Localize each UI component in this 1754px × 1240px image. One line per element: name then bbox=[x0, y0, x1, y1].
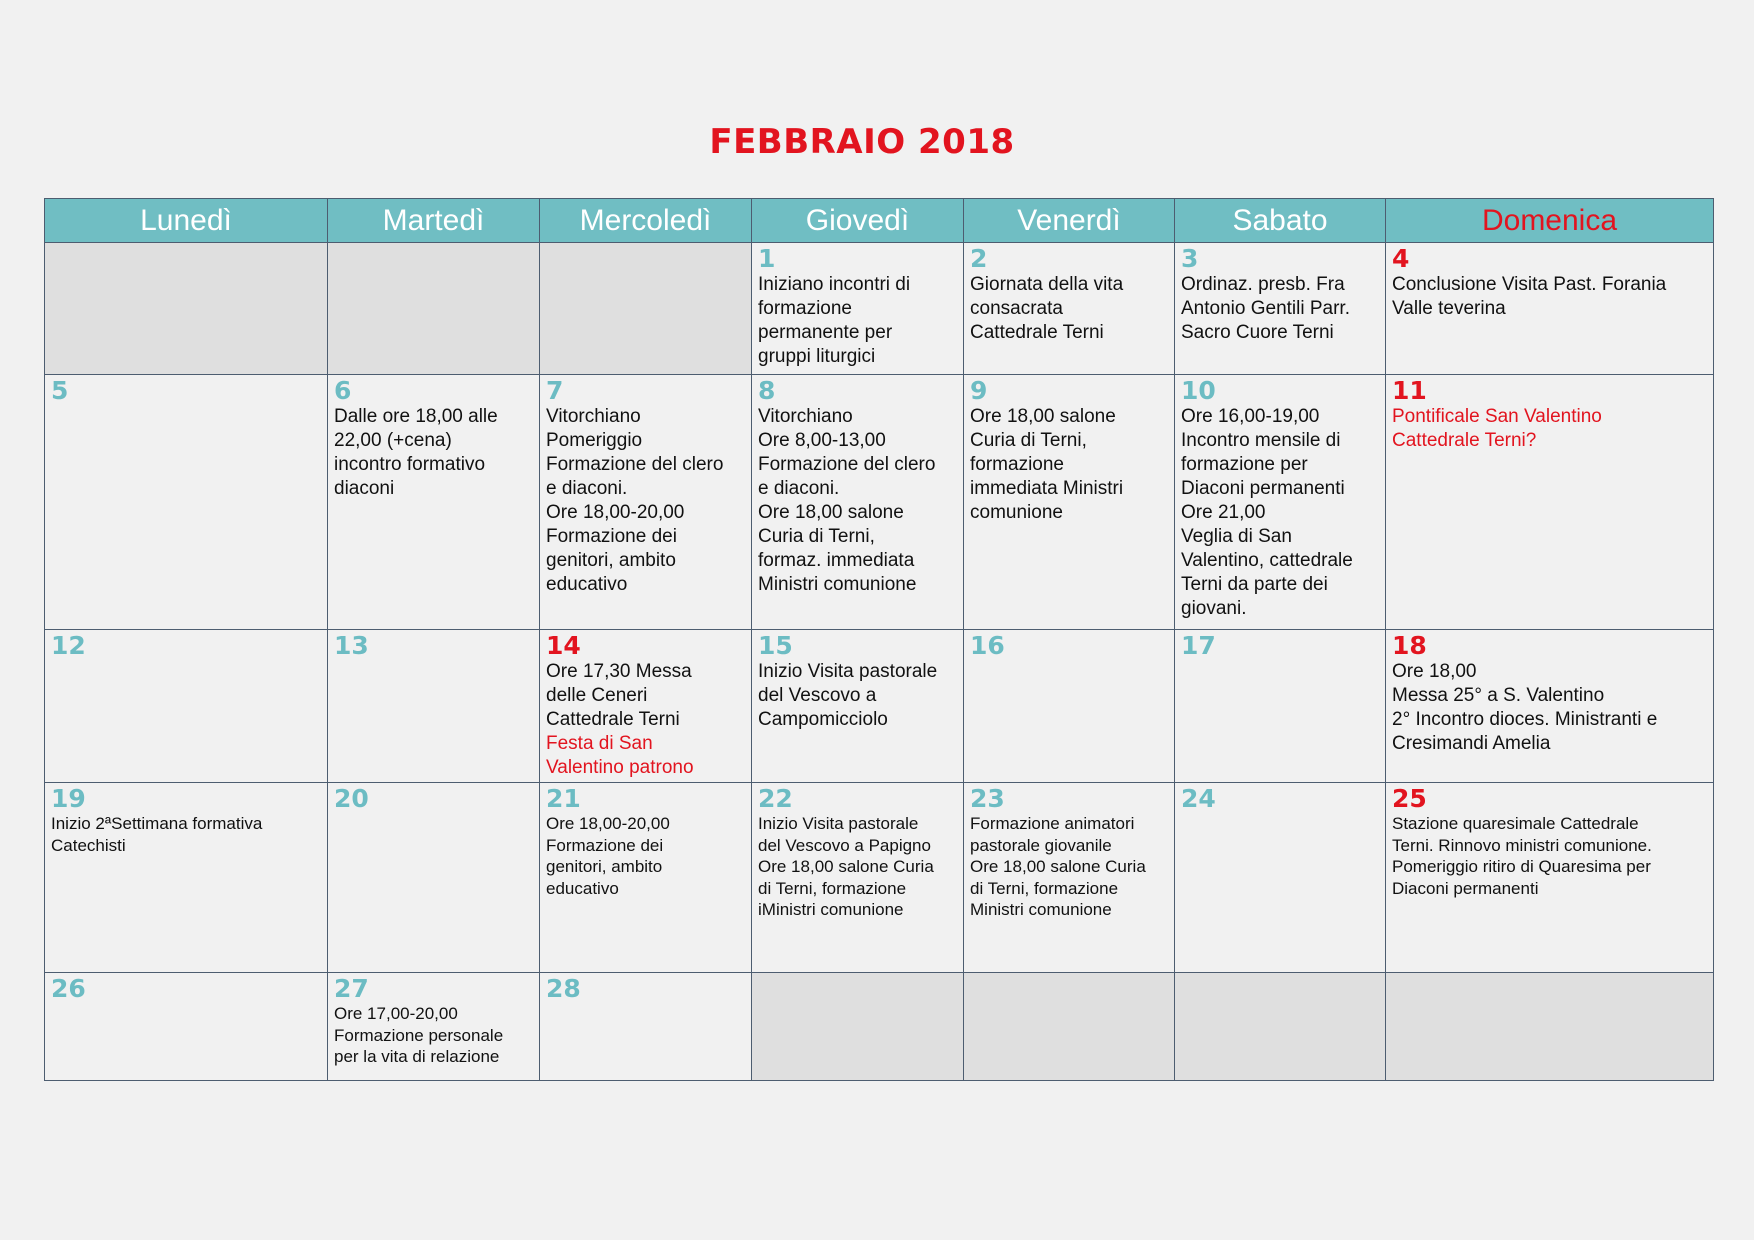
day-number: 21 bbox=[546, 784, 581, 813]
day-number: 9 bbox=[970, 376, 988, 405]
day-number: 28 bbox=[546, 974, 581, 1003]
day-number: 2 bbox=[970, 244, 988, 273]
day-cell-20 bbox=[328, 783, 540, 973]
weekday-thursday: Giovedì bbox=[752, 199, 964, 243]
day-cell-19 bbox=[45, 783, 328, 973]
day-cell-8 bbox=[752, 375, 964, 630]
day-number: 23 bbox=[970, 784, 1005, 813]
day-number: 24 bbox=[1181, 784, 1216, 813]
empty-cell bbox=[964, 973, 1175, 1081]
day-cell-7 bbox=[540, 375, 752, 630]
day-cell-2 bbox=[964, 243, 1175, 375]
empty-cell bbox=[540, 243, 752, 375]
day-number: 5 bbox=[51, 376, 69, 405]
day-cell-9 bbox=[964, 375, 1175, 630]
weekday-saturday: Sabato bbox=[1175, 199, 1386, 243]
day-cell-13 bbox=[328, 630, 540, 783]
day-cell-12 bbox=[45, 630, 328, 783]
day-number: 6 bbox=[334, 376, 352, 405]
day-events: Iniziano incontri di formazione permanente per gruppi liturgici bbox=[758, 274, 911, 367]
day-cell-1 bbox=[752, 243, 964, 375]
week-row bbox=[45, 375, 1714, 630]
weekday-header-row bbox=[45, 199, 1714, 243]
empty-cell bbox=[328, 243, 540, 375]
day-number: 16 bbox=[970, 631, 1005, 660]
weekday-tuesday: Martedì bbox=[328, 199, 540, 243]
day-cell-26 bbox=[45, 973, 328, 1081]
day-number: 22 bbox=[758, 784, 793, 813]
day-events: Ore 17,30 Messa delle Ceneri Cattedrale Terni bbox=[546, 661, 692, 730]
day-number: 12 bbox=[51, 631, 86, 660]
day-number: 18 bbox=[1392, 631, 1427, 660]
day-events: Inizio Visita pastorale del Vescovo a Campomicciolo bbox=[758, 661, 938, 730]
day-cell-24 bbox=[1175, 783, 1386, 973]
day-cell-27 bbox=[328, 973, 540, 1081]
day-number: 3 bbox=[1181, 244, 1199, 273]
day-cell-6 bbox=[328, 375, 540, 630]
day-number: 19 bbox=[51, 784, 86, 813]
day-number: 10 bbox=[1181, 376, 1216, 405]
day-number: 25 bbox=[1392, 784, 1427, 813]
day-events: Ordinaz. presb. Fra Antonio Gentili Parr. Sacro Cuore Terni bbox=[1181, 274, 1350, 343]
page-title: FEBBRAIO 2018 bbox=[709, 122, 1015, 162]
day-number: 8 bbox=[758, 376, 776, 405]
empty-cell bbox=[752, 973, 964, 1081]
day-number: 4 bbox=[1392, 244, 1410, 273]
weekday-sunday: Domenica bbox=[1386, 199, 1714, 243]
day-number: 1 bbox=[758, 244, 776, 273]
empty-cell bbox=[1386, 973, 1714, 1081]
day-cell-22 bbox=[752, 783, 964, 973]
day-events: Conclusione Visita Past. Forania Valle teverina bbox=[1392, 274, 1667, 319]
weekday-wednesday: Mercoledì bbox=[540, 199, 752, 243]
week-row bbox=[45, 783, 1714, 973]
day-events: Dalle ore 18,00 alle 22,00 (+cena) incontro formativo diaconi bbox=[334, 406, 498, 499]
day-cell-10 bbox=[1175, 375, 1386, 630]
day-events: Vitorchiano Pomeriggio Formazione del clero e diaconi. Ore 18,00-20,00 Formazione dei genitori, ambito educativo bbox=[546, 406, 724, 595]
day-events: Giornata della vita consacrata Cattedrale Terni bbox=[970, 274, 1124, 343]
day-number: 15 bbox=[758, 631, 793, 660]
day-events: Ore 18,00-20,00 Formazione dei genitori, ambito educativo bbox=[546, 814, 670, 898]
empty-cell bbox=[45, 243, 328, 375]
day-number: 14 bbox=[546, 631, 581, 660]
day-cell-17 bbox=[1175, 630, 1386, 783]
day-number: 11 bbox=[1392, 376, 1427, 405]
day-events-highlight: Festa di San Valentino patrono bbox=[546, 733, 694, 778]
day-number: 13 bbox=[334, 631, 369, 660]
day-number: 26 bbox=[51, 974, 86, 1003]
day-events: Pontificale San Valentino Cattedrale Terni? bbox=[1392, 406, 1602, 451]
day-number: 27 bbox=[334, 974, 369, 1003]
week-row bbox=[45, 630, 1714, 783]
day-cell-21 bbox=[540, 783, 752, 973]
day-cell-11 bbox=[1386, 375, 1714, 630]
day-cell-3 bbox=[1175, 243, 1386, 375]
day-cell-25 bbox=[1386, 783, 1714, 973]
day-cell-4 bbox=[1386, 243, 1714, 375]
calendar-table bbox=[44, 198, 1714, 1081]
day-events: Ore 18,00 salone Curia di Terni, formazione immediata Ministri comunione bbox=[970, 406, 1124, 523]
day-events: Vitorchiano Ore 8,00-13,00 Formazione del clero e diaconi. Ore 18,00 salone Curia di Terni, formaz. immediata Ministri comunione bbox=[758, 406, 936, 595]
day-events: Formazione animatori pastorale giovanile Ore 18,00 salone Curia di Terni, formazione Ministri comunione bbox=[970, 814, 1146, 919]
day-cell-14 bbox=[540, 630, 752, 783]
weekday-monday: Lunedì bbox=[45, 199, 328, 243]
day-events: Inizio 2ªSettimana formativa Catechisti bbox=[51, 814, 263, 855]
day-number: 7 bbox=[546, 376, 564, 405]
day-number: 20 bbox=[334, 784, 369, 813]
day-events: Inizio Visita pastorale del Vescovo a Papigno Ore 18,00 salone Curia di Terni, formazione iMinistri comunione bbox=[758, 814, 934, 919]
day-events: Ore 17,00-20,00 Formazione personale per la vita di relazione bbox=[334, 1004, 504, 1066]
week-row bbox=[45, 973, 1714, 1081]
day-cell-16 bbox=[964, 630, 1175, 783]
day-cell-15 bbox=[752, 630, 964, 783]
empty-cell bbox=[1175, 973, 1386, 1081]
day-events: Ore 16,00-19,00 Incontro mensile di formazione per Diaconi permanenti Ore 21,00 Veglia di San Valentino, cattedrale Terni da parte dei giovani. bbox=[1181, 406, 1353, 619]
weekday-friday: Venerdì bbox=[964, 199, 1175, 243]
day-number: 17 bbox=[1181, 631, 1216, 660]
week-row bbox=[45, 243, 1714, 375]
day-cell-5 bbox=[45, 375, 328, 630]
day-cell-23 bbox=[964, 783, 1175, 973]
day-cell-18 bbox=[1386, 630, 1714, 783]
day-events: Ore 18,00 Messa 25° a S. Valentino 2° Incontro dioces. Ministranti e Cresimandi Amelia bbox=[1392, 661, 1658, 754]
day-events: Stazione quaresimale Cattedrale Terni. Rinnovo ministri comunione. Pomeriggio ritiro di Quaresima per Diaconi permanenti bbox=[1392, 814, 1652, 898]
day-cell-28 bbox=[540, 973, 752, 1081]
